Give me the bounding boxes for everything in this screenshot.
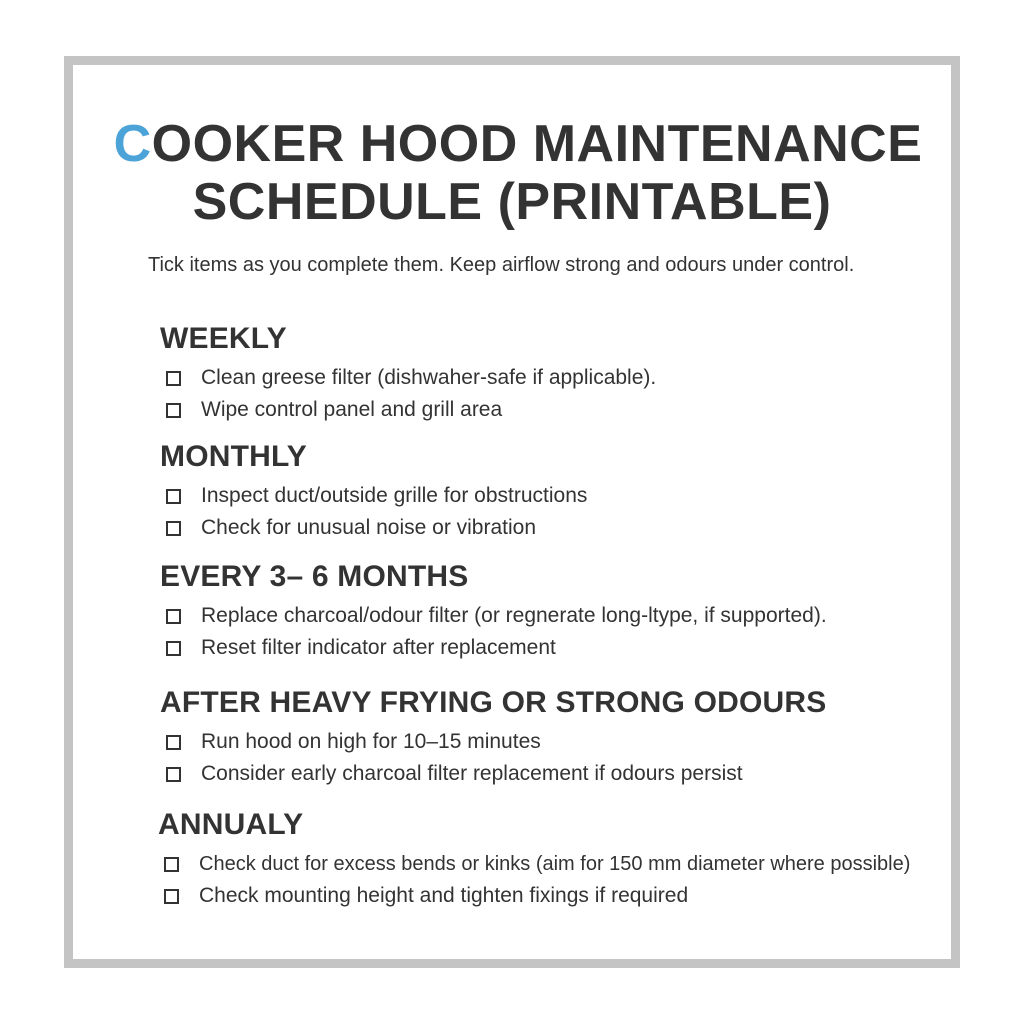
checklist-item-label: Consider early charcoal filter replacement if odours persist [201, 762, 743, 785]
checklist-item-label: Reset filter indicator after replacement [201, 636, 556, 659]
checklist-item [158, 880, 910, 912]
checklist-item-label: Clean greese filter (dishwaher-safe if applicable). [201, 366, 657, 389]
checklist-item [160, 758, 827, 790]
checkbox[interactable] [166, 371, 181, 386]
checkbox[interactable] [166, 403, 181, 418]
section-heading: MONTHLY [160, 440, 307, 473]
section-monthly [160, 440, 587, 544]
checkbox[interactable] [166, 767, 181, 782]
checkbox[interactable] [166, 521, 181, 536]
checklist-item-label: Check duct for excess bends or kinks (aim for 150 mm diameter where possible) [199, 852, 911, 875]
checklist-item-label: Inspect duct/outside grille for obstructions [201, 484, 588, 507]
checklist-item [160, 512, 587, 544]
section-heading: EVERY 3– 6 MONTHS [160, 560, 469, 593]
checkbox[interactable] [164, 857, 179, 872]
checkbox[interactable] [164, 889, 179, 904]
checklist-item-label: Run hood on high for 10–15 minutes [201, 730, 541, 753]
checkbox[interactable] [166, 489, 181, 504]
checkbox[interactable] [166, 641, 181, 656]
page-title-line-1 [6, 115, 1024, 173]
checklist-item-label: Wipe control panel and grill area [201, 398, 503, 421]
checklist-item-label: Check mounting height and tighten fixings if required [199, 884, 689, 907]
checkbox[interactable] [166, 735, 181, 750]
section-heading: WEEKLY [160, 322, 287, 355]
title-accent-letter: C [113, 115, 152, 173]
section-heading: ANNUALY [158, 808, 304, 841]
page-title-line-2: SCHEDULE (PRINTABLE) [192, 173, 832, 231]
checklist-item [158, 848, 910, 880]
checklist-item [160, 362, 656, 394]
title-line-1-text: OOKER HOOD MAINTENANCE [151, 115, 923, 173]
checklist-item [160, 480, 587, 512]
section-every-3-6-months [160, 560, 827, 664]
instructions-text: Tick items as you complete them. Keep airflow strong and odours under control. [148, 254, 855, 276]
section-after-heavy-frying [160, 686, 827, 790]
section-annualy [158, 808, 910, 912]
checklist-item [160, 632, 827, 664]
checklist-item [160, 394, 656, 426]
checklist-item-label: Check for unusual noise or vibration [201, 516, 537, 539]
checklist-item [160, 600, 827, 632]
checklist-item [160, 726, 827, 758]
section-weekly [160, 322, 656, 426]
checklist-item-label: Replace charcoal/odour filter (or regnerate long-ltype, if supported). [201, 604, 827, 627]
checkbox[interactable] [166, 609, 181, 624]
section-heading: AFTER HEAVY FRYING OR STRONG ODOURS [160, 686, 827, 719]
